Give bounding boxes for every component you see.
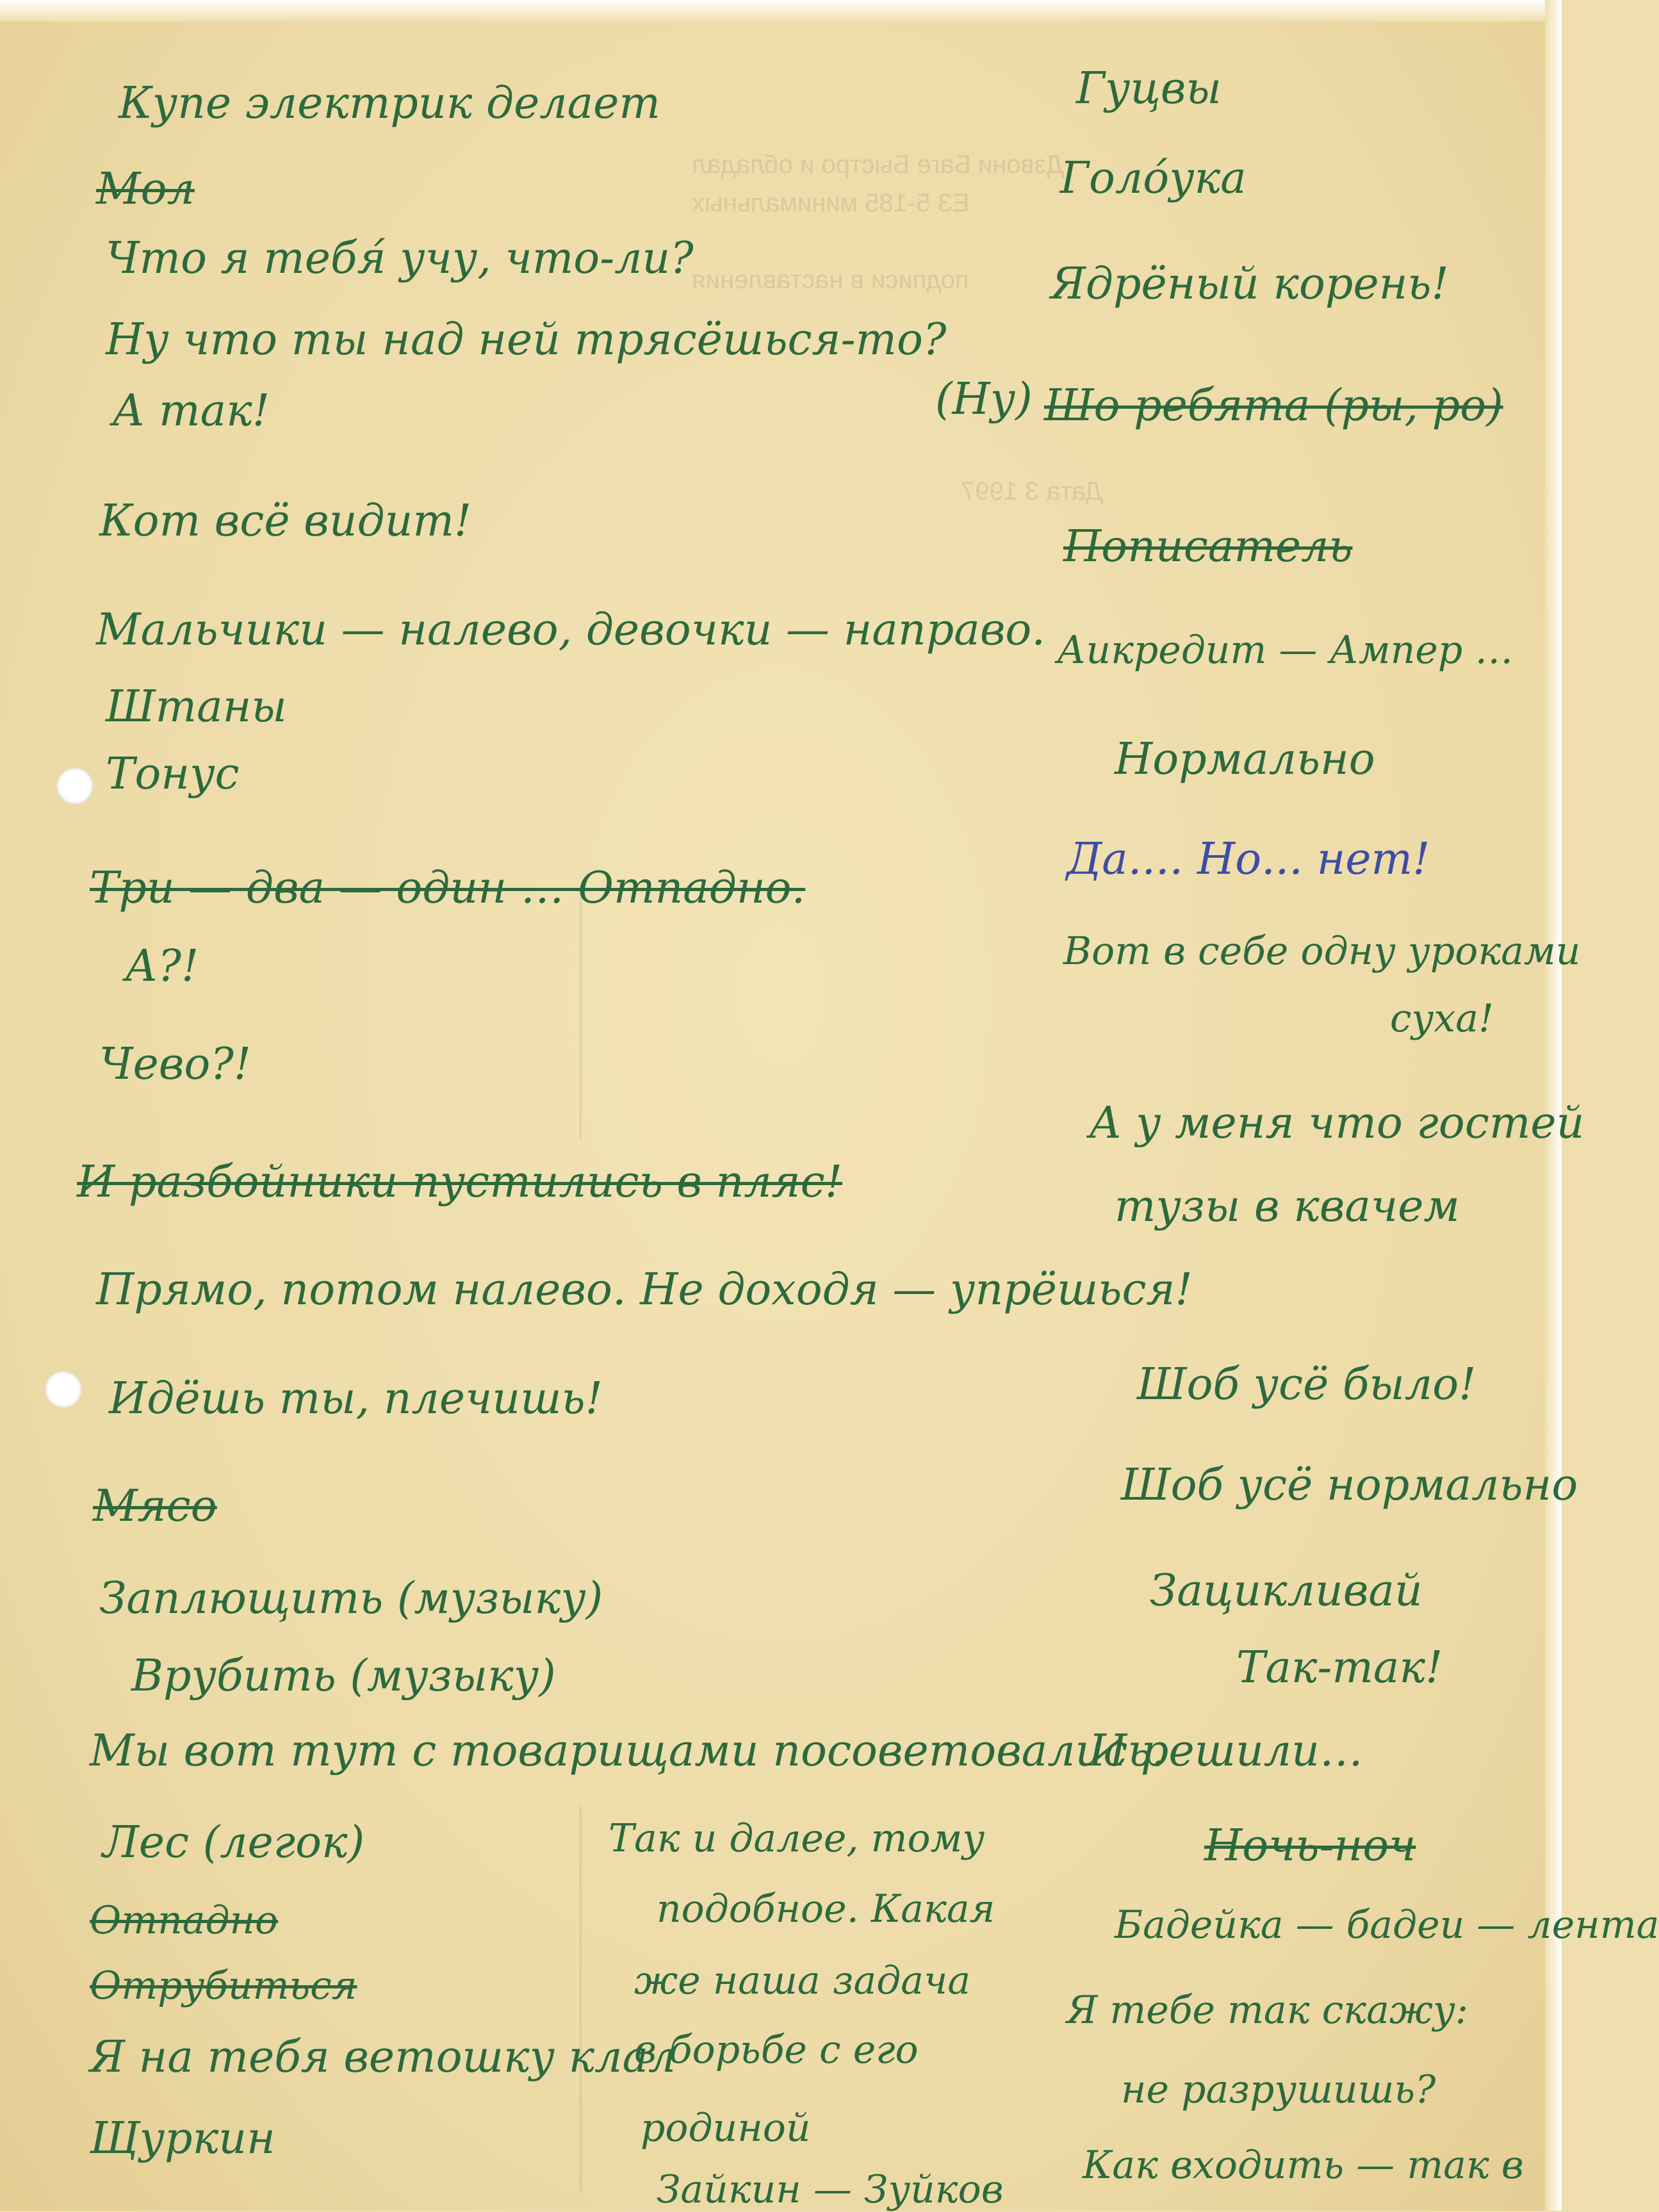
bleed-through-line: ЕЗ 5-185 минимальных: [692, 189, 970, 217]
paper-edge-top: [0, 0, 1562, 22]
note-line: Зацикливай: [1150, 1566, 1423, 1616]
note-line-struck: И разбойники пустились в пляс!: [77, 1157, 843, 1208]
note-line: Врубить (музыку): [131, 1651, 556, 1701]
bleed-through-line: Дата 3 1997: [961, 477, 1104, 505]
note-line: в борьбе с его: [634, 2028, 919, 2072]
note-line: Голо́ука: [1060, 153, 1246, 204]
note-line: Зайкин — Зуйков: [657, 2167, 1004, 2212]
bleed-through-rule: [580, 897, 582, 1140]
note-line: Я тебе так скажу:: [1066, 1988, 1469, 2033]
note-line: Шоб усё было!: [1137, 1359, 1476, 1410]
note-line: Штаны: [106, 682, 287, 732]
bleed-through-rule: [580, 1806, 582, 2191]
note-line: Прямо, потом налево. Не доходя — упрёшься!: [96, 1265, 1193, 1315]
bleed-through-line: Дзвони Баге Быстро и обладал: [692, 151, 1065, 179]
note-line: Купе электрик делает: [118, 78, 660, 129]
note-line: Аикредит — Ампер …: [1057, 628, 1514, 673]
note-line: же наша задача: [634, 1958, 971, 2003]
punch-hole-upper: [56, 767, 94, 805]
note-line: Так-так!: [1236, 1643, 1443, 1693]
note-line: родиной: [641, 2106, 811, 2151]
note-line-struck: Пописатель: [1063, 521, 1353, 572]
note-line: Мальчики — налево, девочки — направо.: [96, 605, 1045, 655]
bleed-through-line: подписи в наставления: [692, 266, 969, 294]
note-line: Лес (легок): [102, 1817, 365, 1868]
note-line: А у меня что гостей: [1089, 1098, 1585, 1149]
note-line: Кот всё видит!: [99, 496, 472, 546]
note-line: Нормально: [1115, 734, 1375, 785]
note-line: (Ну): [935, 374, 1033, 425]
note-line: Чево?!: [99, 1039, 252, 1090]
note-line: Вот в себе одну уроками: [1063, 929, 1581, 974]
note-line: подобное. Какая: [657, 1887, 995, 1931]
note-line-struck: Отпадно: [90, 1898, 279, 1943]
note-line: А?!: [125, 941, 199, 992]
note-line-struck: Мол: [96, 164, 195, 215]
note-line-blue: Да.... Но... нет!: [1066, 834, 1430, 885]
note-line-struck: Ночь-ноч: [1204, 1821, 1416, 1871]
note-line: Как входить — так в: [1083, 2143, 1524, 2188]
note-line-struck: Мясо: [93, 1481, 217, 1532]
note-line: Тонус: [106, 749, 240, 799]
note-line: Что я тебя́ учу, что-ли?: [106, 233, 694, 284]
note-line: Заплющить (музыку): [99, 1573, 603, 1624]
note-line: Мы вот тут с товарищами посоветовались.: [90, 1726, 1166, 1776]
note-line: Ну что ты над ней трясёшься-то?: [106, 315, 947, 365]
note-line: Шоб усё нормально: [1121, 1460, 1578, 1511]
note-line: Бадейка — бадеи — лента: [1115, 1903, 1659, 1947]
note-line-struck: Отрубиться: [90, 1963, 357, 2008]
note-line: Ядрёный корень!: [1050, 259, 1449, 309]
note-line-struck: Три — два — один … Отпадно.: [90, 863, 806, 913]
note-line: И решили…: [1089, 1726, 1363, 1776]
note-line: не разрушишь?: [1121, 2067, 1436, 2112]
note-line: Идёшь ты, плечишь!: [109, 1373, 603, 1424]
note-line: Щуркин: [90, 2113, 275, 2164]
note-line: суха!: [1390, 996, 1494, 1041]
note-line: тузы в квачем: [1115, 1181, 1460, 1232]
punch-hole-lower: [45, 1371, 82, 1408]
note-line: А так!: [112, 386, 270, 436]
note-line: Гуцвы: [1076, 63, 1222, 114]
note-line: Так и далее, тому: [609, 1816, 985, 1861]
note-line: Я на тебя ветошку клал: [90, 2032, 676, 2083]
note-line-struck: Шо ребята (ры, ро): [1044, 381, 1503, 431]
